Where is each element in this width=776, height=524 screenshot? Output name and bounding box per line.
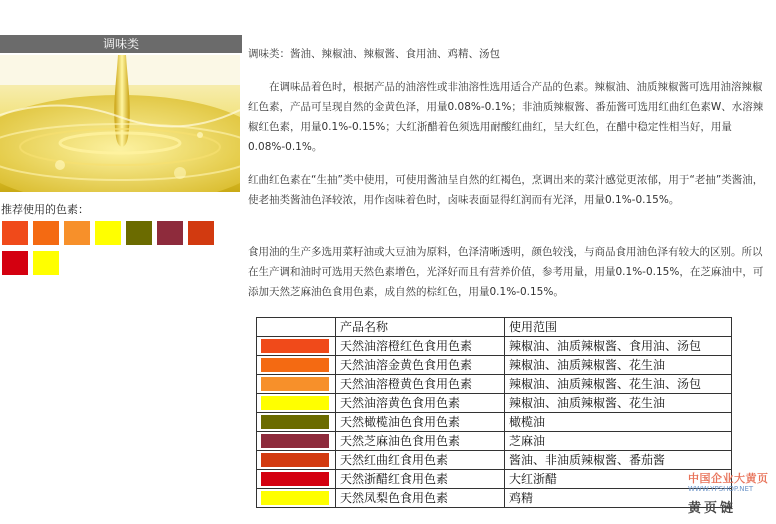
category-header: 调味类 xyxy=(0,35,242,53)
header-product-name: 产品名称 xyxy=(336,318,505,337)
row-color-swatch xyxy=(261,472,329,486)
row-color-swatch xyxy=(261,491,329,505)
oil-pour-image xyxy=(0,55,240,192)
table-header-row xyxy=(257,318,732,337)
usage-range: 辣椒油、油质辣椒酱、花生油 xyxy=(505,356,732,375)
paragraph-edible-oil: 食用油的生产多选用菜籽油或大豆油为原料，色泽清晰透明，颜色较浅，与商品食用油色泽有较大的区别。所以在生产调和油时可选用天然色素增色，光泽好而且有营养价值，参考用量，用量0.1%-0.15%，在芝麻油中，可添加天然芝麻油色食用色素，成自然的棕红色，用量0.1%-0.15%。 xyxy=(248,246,764,298)
product-name: 天然油溶黄色食用色素 xyxy=(336,394,505,413)
usage-range: 鸡精 xyxy=(505,489,732,508)
usage-range: 大红浙醋 xyxy=(505,470,732,489)
product-name: 天然凤梨色食用色素 xyxy=(336,489,505,508)
color-swatch xyxy=(126,221,152,245)
color-swatch xyxy=(2,251,28,275)
row-color-swatch xyxy=(261,434,329,448)
table-row xyxy=(257,470,732,489)
paragraph-seasoning: 在调味品着色时，根据产品的油溶性或非油溶性选用适合产品的色素。辣椒油、油质辣椒酱可选用油溶辣椒红色素，产品可呈现自然的金黄色泽，用量0.08%-0.1%；非油质辣椒酱、番茄酱可选用红曲红色素W、水溶辣椒红色素，用量0.1%-0.15%；大红浙醋着色须选用耐酸红曲红，呈大红色，在醋中稳定性相当好，用量0.08%-0.1%。 xyxy=(248,81,764,153)
header-swatch xyxy=(257,318,336,337)
product-name: 天然油溶橙黄色食用色素 xyxy=(336,375,505,394)
intro-line: 调味类：酱油、辣椒油、辣椒酱、食用油、鸡精、汤包 xyxy=(248,48,500,60)
product-name: 天然浙醋红食用色素 xyxy=(336,470,505,489)
left-column xyxy=(0,0,242,524)
table-row xyxy=(257,432,732,451)
product-name: 天然油溶橙红色食用色素 xyxy=(336,337,505,356)
table-row xyxy=(257,394,732,413)
color-swatch xyxy=(157,221,183,245)
recommended-label: 推荐使用的色素： xyxy=(1,203,89,216)
usage-range: 辣椒油、油质辣椒酱、食用油、汤包 xyxy=(505,337,732,356)
table-row xyxy=(257,356,732,375)
color-swatch xyxy=(33,221,59,245)
table-row xyxy=(257,489,732,508)
usage-range: 酱油、非油质辣椒酱、番茄酱 xyxy=(505,451,732,470)
table-row xyxy=(257,337,732,356)
usage-range: 橄榄油 xyxy=(505,413,732,432)
watermark-logo: 黄页链 xyxy=(688,501,737,516)
table-row xyxy=(257,451,732,470)
row-color-swatch xyxy=(261,415,329,429)
row-color-swatch xyxy=(261,453,329,467)
color-swatch xyxy=(188,221,214,245)
oil-illustration xyxy=(0,55,240,192)
color-swatch xyxy=(2,221,28,245)
row-color-swatch xyxy=(261,358,329,372)
product-name: 天然芝麻油色食用色素 xyxy=(336,432,505,451)
product-name: 天然油溶金黄色食用色素 xyxy=(336,356,505,375)
watermark-url: WWW.YPSHOP.NET xyxy=(688,485,754,493)
table-row xyxy=(257,413,732,432)
product-name: 天然红曲红食用色素 xyxy=(336,451,505,470)
table-row xyxy=(257,375,732,394)
row-color-swatch xyxy=(261,396,329,410)
row-color-swatch xyxy=(261,377,329,391)
pigment-table xyxy=(256,317,732,508)
product-name: 天然橄榄油色食用色素 xyxy=(336,413,505,432)
usage-range: 辣椒油、油质辣椒酱、花生油、汤包 xyxy=(505,375,732,394)
color-swatch xyxy=(33,251,59,275)
watermark-title: 中国企业大黄页 xyxy=(688,472,769,485)
usage-range: 芝麻油 xyxy=(505,432,732,451)
color-swatch xyxy=(95,221,121,245)
usage-range: 辣椒油、油质辣椒酱、花生油 xyxy=(505,394,732,413)
paragraph-soy-sauce: 红曲红色素在“生抽”类中使用，可使用酱油呈自然的红褐色，烹调出来的菜汁感觉更浓郁，用于“老抽”类酱油，使老抽类酱油色泽较浓，用作卤味着色时，卤味表面显得红润而有光泽，用量0.1%-0.15%。 xyxy=(248,174,764,206)
color-swatch xyxy=(64,221,90,245)
header-usage: 使用范围 xyxy=(505,318,732,337)
row-color-swatch xyxy=(261,339,329,353)
